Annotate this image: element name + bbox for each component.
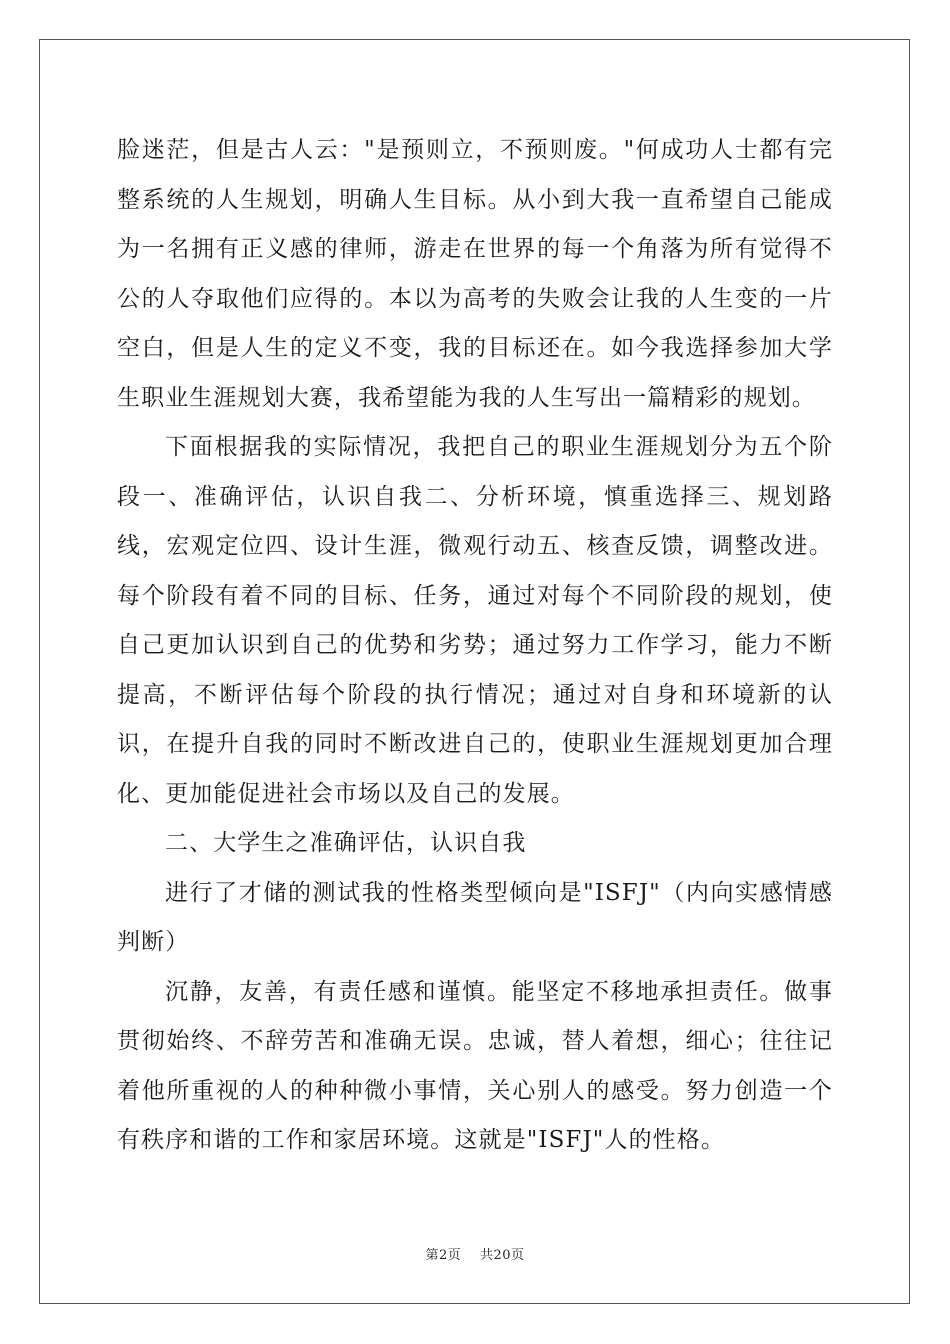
section-heading-self-assessment: 二、大学生之准确评估，认识自我 — [165, 830, 527, 856]
paragraph-isfj-description: 沉静，友善，有责任感和谨慎。能坚定不移地承担责任。做事贯彻始终、不辞劳苦和准确无误。忠诚，替人着想，细心；往往记着他所重视的人的种种微小事情，关心别人的感受。努力创造一个有秩序和谐的工作和家居环境。这就是"ISFJ"人的性格。 — [117, 978, 833, 1153]
paragraph-intro-continued: 脸迷茫，但是古人云："是预则立，不预则废。"何成功人士都有完整系统的人生规划，明确人生目标。从小到大我一直希望自己能成为一名拥有正义感的律师，游走在世界的每一个角落为所有觉得不公的人夺取他们应得的。本以为高考的失败会让我的人生变的一片空白，但是人生的定义不变，我的目标还在。如今我选择参加大学生职业生涯规划大赛，我希望能为我的人生写出一篇精彩的规划。 — [117, 137, 833, 411]
page-footer — [0, 1244, 950, 1263]
page-number: 第2页 — [425, 1248, 462, 1263]
page-total: 共20页 — [479, 1248, 525, 1263]
paragraph-planning-stages: 下面根据我的实际情况，我把自己的职业生涯规划分为五个阶段一、准确评估，认识自我二、分析环境，慎重选择三、规划路线，宏观定位四、设计生涯，微观行动五、核查反馈，调整改进。每个阶段有着不同的目标、任务，通过对每个不同阶段的规划，使自己更加认识到自己的优势和劣势；通过努力工作学习，能力不断提高，不断评估每个阶段的执行情况；通过对自身和环境新的认识，在提升自我的同时不断改进自己的，使职业生涯规划更加合理化、更加能促进社会市场以及自己的发展。 — [117, 434, 833, 807]
document-body — [117, 126, 833, 1166]
paragraph-personality-test: 进行了才储的测试我的性格类型倾向是"ISFJ"（内向实感情感判断） — [117, 879, 833, 955]
